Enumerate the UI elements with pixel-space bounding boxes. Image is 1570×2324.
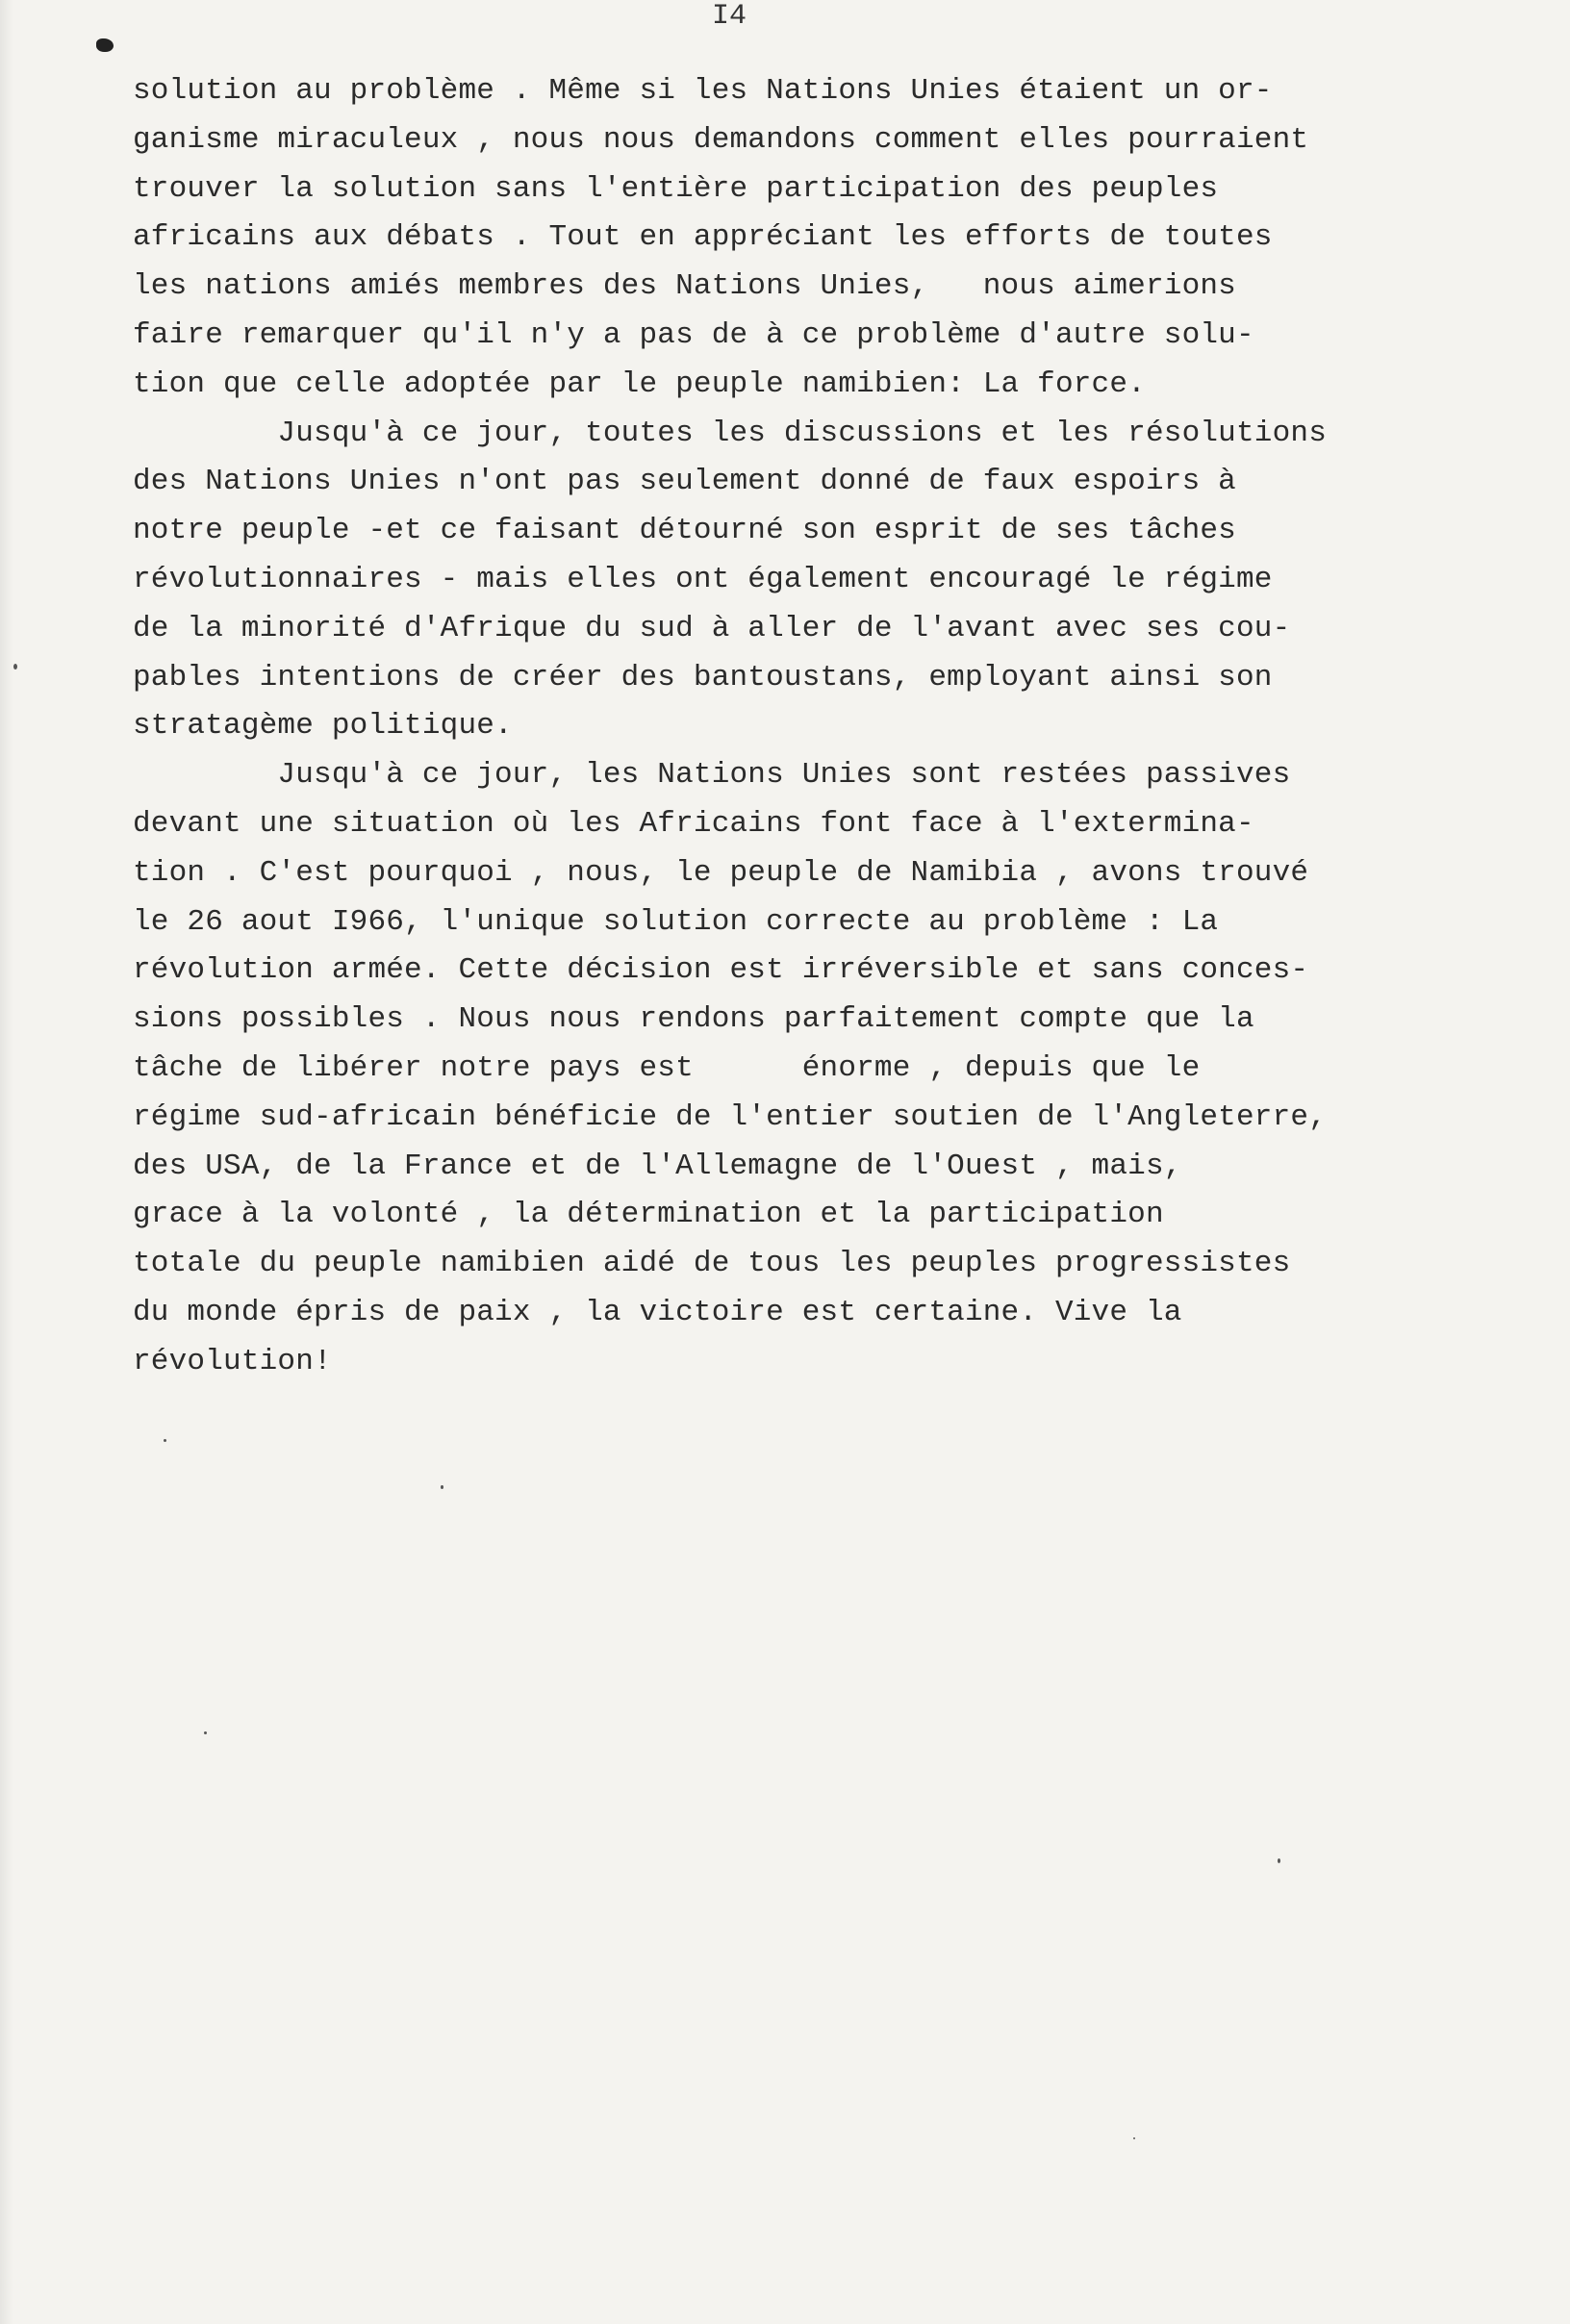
text-line: Jusqu'à ce jour, les Nations Unies sont restées passives (133, 758, 1291, 793)
text-line: révolutionnaires - mais elles ont également encouragé le régime (133, 562, 1273, 596)
text-line: devant une situation où les Africains font face à l'extermina- (133, 806, 1254, 841)
text-line: de la minorité d'Afrique du sud à aller de l'avant avec ses cou- (133, 611, 1291, 645)
text-line: tâche de libérer notre pays est énorme , depuis que le (133, 1050, 1201, 1085)
text-line: faire remarquer qu'il n'y a pas de à ce problème d'autre solu- (133, 317, 1254, 352)
text-line: révolution! (133, 1344, 332, 1378)
text-line: les nations amiés membres des Nations Unies, nous aimerions (133, 269, 1236, 304)
text-line: ganisme miraculeux , nous nous demandons comment elles pourraient (133, 122, 1309, 157)
text-line: du monde épris de paix , la victoire est certaine. Vive la (133, 1295, 1182, 1329)
scan-speck (1278, 1858, 1280, 1863)
page-number: I4 (712, 0, 747, 33)
text-line: africains aux débats . Tout en appréciant les efforts de toutes (133, 220, 1273, 255)
scan-speck (1133, 2137, 1135, 2139)
text-line: sions possibles . Nous nous rendons parfaitement compte que la (133, 1002, 1254, 1037)
text-line: grace à la volonté , la détermination et la participation (133, 1198, 1164, 1232)
text-line: des USA, de la France et de l'Allemagne de l'Ouest , mais, (133, 1149, 1182, 1183)
text-line: régime sud-africain bénéficie de l'entier soutien de l'Angleterre, (133, 1099, 1327, 1134)
text-line: Jusqu'à ce jour, toutes les discussions et les résolutions (133, 416, 1327, 450)
scan-speck (441, 1485, 443, 1489)
body-text (133, 67, 1480, 1387)
text-line: trouver la solution sans l'entière participation des peuples (133, 171, 1219, 206)
text-line: le 26 aout I966, l'unique solution correcte au problème : La (133, 904, 1219, 939)
text-line: des Nations Unies n'ont pas seulement donné de faux espoirs à (133, 465, 1236, 499)
text-line: pables intentions de créer des bantoustans, employant ainsi son (133, 660, 1273, 695)
text-line: solution au problème . Même si les Nations Unies étaient un or- (133, 74, 1273, 108)
text-line: tion que celle adoptée par le peuple namibien: La force. (133, 366, 1146, 401)
text-line: totale du peuple namibien aidé de tous les peuples progressistes (133, 1247, 1291, 1281)
ink-blot (96, 38, 114, 52)
scan-edge-shadow (0, 0, 13, 2324)
scan-speck (13, 664, 17, 669)
text-line: stratagème politique. (133, 709, 513, 744)
scan-speck (204, 1731, 207, 1734)
text-line: révolution armée. Cette décision est irréversible et sans conces- (133, 953, 1309, 988)
scan-speck (164, 1439, 166, 1442)
text-line: tion . C'est pourquoi , nous, le peuple de Namibia , avons trouvé (133, 855, 1309, 890)
text-line: notre peuple -et ce faisant détourné son esprit de ses tâches (133, 514, 1236, 548)
